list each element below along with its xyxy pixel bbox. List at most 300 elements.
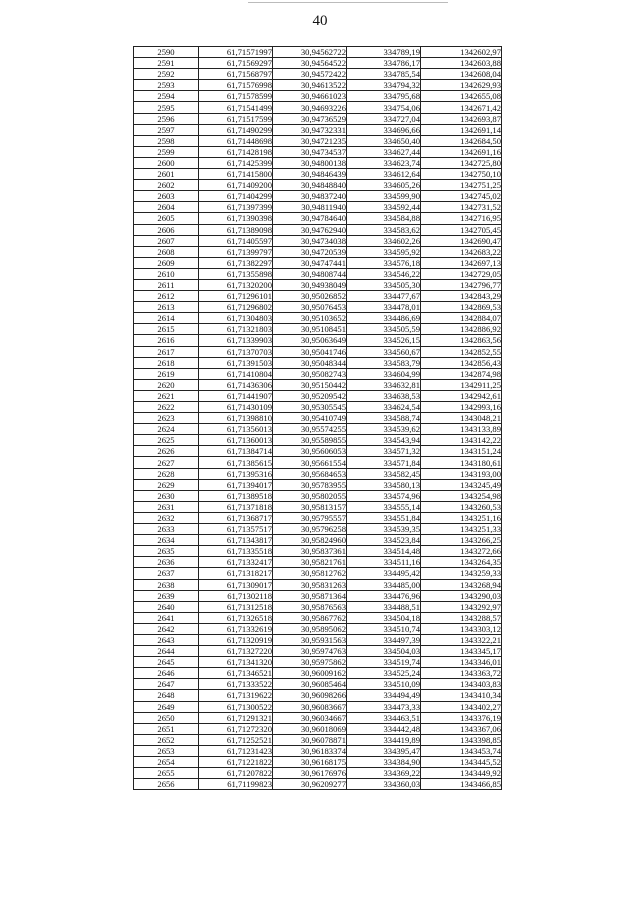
table-row: [134, 58, 502, 69]
y-coordinate-cell: 1343346,01: [421, 657, 502, 668]
latitude-cell: 61,71410804: [199, 368, 273, 379]
table-row: [134, 113, 502, 124]
y-coordinate-cell: 1342697,13: [421, 257, 502, 268]
header-rule: [248, 2, 448, 3]
longitude-cell: 30,95209542: [273, 390, 347, 401]
longitude-cell: 30,94736529: [273, 113, 347, 124]
longitude-cell: 30,95108451: [273, 324, 347, 335]
x-coordinate-cell: 334604,99: [347, 368, 421, 379]
x-coordinate-cell: 334560,67: [347, 346, 421, 357]
x-coordinate-cell: 334505,59: [347, 324, 421, 335]
x-coordinate-cell: 334612,64: [347, 169, 421, 180]
y-coordinate-cell: 1343251,33: [421, 524, 502, 535]
longitude-cell: 30,94762940: [273, 224, 347, 235]
latitude-cell: 61,71335518: [199, 546, 273, 557]
table-row: [134, 501, 502, 512]
y-coordinate-cell: 1343268,94: [421, 579, 502, 590]
point-number-cell: 2636: [134, 557, 199, 568]
table-row: [134, 701, 502, 712]
latitude-cell: 61,71360013: [199, 435, 273, 446]
y-coordinate-cell: 1343245,49: [421, 479, 502, 490]
table-row: [134, 47, 502, 58]
latitude-cell: 61,71428198: [199, 146, 273, 157]
y-coordinate-cell: 1343466,85: [421, 779, 502, 790]
longitude-cell: 30,94720539: [273, 246, 347, 257]
latitude-cell: 61,71395316: [199, 468, 273, 479]
y-coordinate-cell: 1343322,21: [421, 634, 502, 645]
longitude-cell: 30,95895062: [273, 623, 347, 634]
latitude-cell: 61,71370703: [199, 346, 273, 357]
point-number-cell: 2596: [134, 113, 199, 124]
point-number-cell: 2625: [134, 435, 199, 446]
table-row: [134, 257, 502, 268]
x-coordinate-cell: 334514,48: [347, 546, 421, 557]
table-row: [134, 757, 502, 768]
y-coordinate-cell: 1343259,33: [421, 568, 502, 579]
point-number-cell: 2600: [134, 157, 199, 168]
table-row: [134, 279, 502, 290]
point-number-cell: 2622: [134, 402, 199, 413]
y-coordinate-cell: 1342716,95: [421, 213, 502, 224]
x-coordinate-cell: 334510,09: [347, 679, 421, 690]
latitude-cell: 61,71391503: [199, 357, 273, 368]
table-row: [134, 446, 502, 457]
longitude-cell: 30,95931563: [273, 634, 347, 645]
latitude-cell: 61,71199823: [199, 779, 273, 790]
table-row: [134, 557, 502, 568]
longitude-cell: 30,95812762: [273, 568, 347, 579]
x-coordinate-cell: 334497,39: [347, 634, 421, 645]
point-number-cell: 2616: [134, 335, 199, 346]
longitude-cell: 30,96083667: [273, 701, 347, 712]
latitude-cell: 61,71355898: [199, 268, 273, 279]
table-row: [134, 69, 502, 80]
x-coordinate-cell: 334754,06: [347, 102, 421, 113]
x-coordinate-cell: 334794,32: [347, 80, 421, 91]
y-coordinate-cell: 1343449,92: [421, 768, 502, 779]
longitude-cell: 30,95796258: [273, 524, 347, 535]
point-number-cell: 2608: [134, 246, 199, 257]
point-number-cell: 2612: [134, 291, 199, 302]
latitude-cell: 61,71576998: [199, 80, 273, 91]
point-number-cell: 2627: [134, 457, 199, 468]
x-coordinate-cell: 334494,49: [347, 690, 421, 701]
latitude-cell: 61,71436306: [199, 379, 273, 390]
x-coordinate-cell: 334727,04: [347, 113, 421, 124]
x-coordinate-cell: 334632,81: [347, 379, 421, 390]
latitude-cell: 61,71320919: [199, 634, 273, 645]
y-coordinate-cell: 1342683,22: [421, 246, 502, 257]
longitude-cell: 30,94784640: [273, 213, 347, 224]
point-number-cell: 2649: [134, 701, 199, 712]
table-row: [134, 657, 502, 668]
x-coordinate-cell: 334785,54: [347, 69, 421, 80]
latitude-cell: 61,71394017: [199, 479, 273, 490]
point-number-cell: 2646: [134, 668, 199, 679]
latitude-cell: 61,71252521: [199, 734, 273, 745]
x-coordinate-cell: 334650,40: [347, 135, 421, 146]
point-number-cell: 2634: [134, 535, 199, 546]
x-coordinate-cell: 334360,03: [347, 779, 421, 790]
longitude-cell: 30,94562722: [273, 47, 347, 58]
table-row: [134, 102, 502, 113]
latitude-cell: 61,71415800: [199, 169, 273, 180]
longitude-cell: 30,95063649: [273, 335, 347, 346]
latitude-cell: 61,71221822: [199, 757, 273, 768]
latitude-cell: 61,71304803: [199, 313, 273, 324]
point-number-cell: 2601: [134, 169, 199, 180]
point-number-cell: 2644: [134, 646, 199, 657]
table-row: [134, 169, 502, 180]
x-coordinate-cell: 334595,92: [347, 246, 421, 257]
table-row: [134, 690, 502, 701]
table-row: [134, 590, 502, 601]
point-number-cell: 2605: [134, 213, 199, 224]
y-coordinate-cell: 1342993,16: [421, 402, 502, 413]
table-row: [134, 623, 502, 634]
table-row: [134, 268, 502, 279]
point-number-cell: 2594: [134, 91, 199, 102]
longitude-cell: 30,95574255: [273, 424, 347, 435]
y-coordinate-cell: 1342852,55: [421, 346, 502, 357]
point-number-cell: 2640: [134, 601, 199, 612]
x-coordinate-cell: 334505,30: [347, 279, 421, 290]
point-number-cell: 2599: [134, 146, 199, 157]
longitude-cell: 30,96183374: [273, 745, 347, 756]
longitude-cell: 30,94734038: [273, 235, 347, 246]
latitude-cell: 61,71296101: [199, 291, 273, 302]
point-number-cell: 2602: [134, 180, 199, 191]
x-coordinate-cell: 334571,84: [347, 457, 421, 468]
y-coordinate-cell: 1342751,25: [421, 180, 502, 191]
table-row: [134, 723, 502, 734]
table-row: [134, 490, 502, 501]
x-coordinate-cell: 334583,62: [347, 224, 421, 235]
y-coordinate-cell: 1343180,61: [421, 457, 502, 468]
table-row: [134, 291, 502, 302]
table-row: [134, 601, 502, 612]
point-number-cell: 2615: [134, 324, 199, 335]
latitude-cell: 61,71384714: [199, 446, 273, 457]
point-number-cell: 2619: [134, 368, 199, 379]
table-row: [134, 213, 502, 224]
point-number-cell: 2624: [134, 424, 199, 435]
point-number-cell: 2656: [134, 779, 199, 790]
x-coordinate-cell: 334511,16: [347, 557, 421, 568]
x-coordinate-cell: 334369,22: [347, 768, 421, 779]
y-coordinate-cell: 1343133,89: [421, 424, 502, 435]
x-coordinate-cell: 334485,00: [347, 579, 421, 590]
latitude-cell: 61,71327220: [199, 646, 273, 657]
y-coordinate-cell: 1342691,14: [421, 124, 502, 135]
point-number-cell: 2639: [134, 590, 199, 601]
point-number-cell: 2609: [134, 257, 199, 268]
table-row: [134, 357, 502, 368]
y-coordinate-cell: 1343303,12: [421, 623, 502, 634]
x-coordinate-cell: 334546,22: [347, 268, 421, 279]
x-coordinate-cell: 334419,89: [347, 734, 421, 745]
point-number-cell: 2618: [134, 357, 199, 368]
x-coordinate-cell: 334582,45: [347, 468, 421, 479]
longitude-cell: 30,94721235: [273, 135, 347, 146]
table-row: [134, 180, 502, 191]
latitude-cell: 61,71321803: [199, 324, 273, 335]
coordinates-table-body: [134, 47, 502, 790]
y-coordinate-cell: 1342690,47: [421, 235, 502, 246]
table-row: [134, 779, 502, 790]
x-coordinate-cell: 334473,33: [347, 701, 421, 712]
y-coordinate-cell: 1343402,27: [421, 701, 502, 712]
table-row: [134, 390, 502, 401]
latitude-cell: 61,71409200: [199, 180, 273, 191]
table-row: [134, 768, 502, 779]
y-coordinate-cell: 1342603,88: [421, 58, 502, 69]
point-number-cell: 2610: [134, 268, 199, 279]
table-row: [134, 612, 502, 623]
longitude-cell: 30,96098266: [273, 690, 347, 701]
point-number-cell: 2648: [134, 690, 199, 701]
y-coordinate-cell: 1343260,53: [421, 501, 502, 512]
table-row: [134, 634, 502, 645]
point-number-cell: 2614: [134, 313, 199, 324]
table-row: [134, 679, 502, 690]
latitude-cell: 61,71291321: [199, 712, 273, 723]
y-coordinate-cell: 1342863,56: [421, 335, 502, 346]
latitude-cell: 61,71390398: [199, 213, 273, 224]
x-coordinate-cell: 334525,24: [347, 668, 421, 679]
table-row: [134, 745, 502, 756]
y-coordinate-cell: 1343151,24: [421, 446, 502, 457]
x-coordinate-cell: 334495,42: [347, 568, 421, 579]
y-coordinate-cell: 1342608,04: [421, 69, 502, 80]
point-number-cell: 2604: [134, 202, 199, 213]
y-coordinate-cell: 1342684,50: [421, 135, 502, 146]
y-coordinate-cell: 1342750,10: [421, 169, 502, 180]
latitude-cell: 61,71397399: [199, 202, 273, 213]
x-coordinate-cell: 334551,84: [347, 512, 421, 523]
table-row: [134, 524, 502, 535]
point-number-cell: 2611: [134, 279, 199, 290]
latitude-cell: 61,71332619: [199, 623, 273, 634]
point-number-cell: 2620: [134, 379, 199, 390]
latitude-cell: 61,71332417: [199, 557, 273, 568]
longitude-cell: 30,95831263: [273, 579, 347, 590]
y-coordinate-cell: 1343193,00: [421, 468, 502, 479]
x-coordinate-cell: 334786,17: [347, 58, 421, 69]
latitude-cell: 61,71357517: [199, 524, 273, 535]
point-number-cell: 2621: [134, 390, 199, 401]
y-coordinate-cell: 1343292,97: [421, 601, 502, 612]
table-row: [134, 379, 502, 390]
latitude-cell: 61,71382297: [199, 257, 273, 268]
point-number-cell: 2638: [134, 579, 199, 590]
table-row: [134, 668, 502, 679]
point-number-cell: 2626: [134, 446, 199, 457]
table-row: [134, 246, 502, 257]
x-coordinate-cell: 334523,84: [347, 535, 421, 546]
x-coordinate-cell: 334395,47: [347, 745, 421, 756]
x-coordinate-cell: 334789,19: [347, 47, 421, 58]
x-coordinate-cell: 334602,26: [347, 235, 421, 246]
y-coordinate-cell: 1342796,77: [421, 279, 502, 290]
latitude-cell: 61,71296802: [199, 302, 273, 313]
longitude-cell: 30,95795557: [273, 512, 347, 523]
point-number-cell: 2641: [134, 612, 199, 623]
y-coordinate-cell: 1343410,34: [421, 690, 502, 701]
longitude-cell: 30,94808744: [273, 268, 347, 279]
longitude-cell: 30,95876563: [273, 601, 347, 612]
longitude-cell: 30,94693226: [273, 102, 347, 113]
table-row: [134, 479, 502, 490]
longitude-cell: 30,95076453: [273, 302, 347, 313]
x-coordinate-cell: 334555,14: [347, 501, 421, 512]
latitude-cell: 61,71405597: [199, 235, 273, 246]
table-row: [134, 202, 502, 213]
x-coordinate-cell: 334519,74: [347, 657, 421, 668]
y-coordinate-cell: 1342729,05: [421, 268, 502, 279]
longitude-cell: 30,95824960: [273, 535, 347, 546]
longitude-cell: 30,95975862: [273, 657, 347, 668]
latitude-cell: 61,71385615: [199, 457, 273, 468]
table-row: [134, 157, 502, 168]
longitude-cell: 30,96085464: [273, 679, 347, 690]
point-number-cell: 2645: [134, 657, 199, 668]
y-coordinate-cell: 1343142,22: [421, 435, 502, 446]
latitude-cell: 61,71399797: [199, 246, 273, 257]
table-row: [134, 191, 502, 202]
longitude-cell: 30,95589855: [273, 435, 347, 446]
longitude-cell: 30,95103652: [273, 313, 347, 324]
table-row: [134, 512, 502, 523]
x-coordinate-cell: 334476,96: [347, 590, 421, 601]
point-number-cell: 2607: [134, 235, 199, 246]
point-number-cell: 2623: [134, 413, 199, 424]
y-coordinate-cell: 1343376,19: [421, 712, 502, 723]
latitude-cell: 61,71333522: [199, 679, 273, 690]
latitude-cell: 61,71389518: [199, 490, 273, 501]
table-row: [134, 124, 502, 135]
point-number-cell: 2651: [134, 723, 199, 734]
y-coordinate-cell: 1342731,52: [421, 202, 502, 213]
y-coordinate-cell: 1342671,42: [421, 102, 502, 113]
latitude-cell: 61,71272320: [199, 723, 273, 734]
point-number-cell: 2642: [134, 623, 199, 634]
latitude-cell: 61,71356013: [199, 424, 273, 435]
table-row: [134, 335, 502, 346]
latitude-cell: 61,71312518: [199, 601, 273, 612]
longitude-cell: 30,95410749: [273, 413, 347, 424]
x-coordinate-cell: 334504,03: [347, 646, 421, 657]
longitude-cell: 30,96034667: [273, 712, 347, 723]
longitude-cell: 30,95026852: [273, 291, 347, 302]
latitude-cell: 61,71302118: [199, 590, 273, 601]
y-coordinate-cell: 1343345,17: [421, 646, 502, 657]
x-coordinate-cell: 334574,96: [347, 490, 421, 501]
table-row: [134, 302, 502, 313]
longitude-cell: 30,94572422: [273, 69, 347, 80]
latitude-cell: 61,71309017: [199, 579, 273, 590]
longitude-cell: 30,94811940: [273, 202, 347, 213]
y-coordinate-cell: 1342629,93: [421, 80, 502, 91]
latitude-cell: 61,71231423: [199, 745, 273, 756]
point-number-cell: 2632: [134, 512, 199, 523]
x-coordinate-cell: 334627,44: [347, 146, 421, 157]
longitude-cell: 30,95606053: [273, 446, 347, 457]
latitude-cell: 61,71339903: [199, 335, 273, 346]
table-row: [134, 146, 502, 157]
latitude-cell: 61,71568797: [199, 69, 273, 80]
latitude-cell: 61,71441907: [199, 390, 273, 401]
latitude-cell: 61,71404299: [199, 191, 273, 202]
y-coordinate-cell: 1343264,35: [421, 557, 502, 568]
longitude-cell: 30,94613522: [273, 80, 347, 91]
y-coordinate-cell: 1342693,87: [421, 113, 502, 124]
table-row: [134, 224, 502, 235]
x-coordinate-cell: 334478,01: [347, 302, 421, 313]
table-row: [134, 413, 502, 424]
y-coordinate-cell: 1342856,43: [421, 357, 502, 368]
point-number-cell: 2633: [134, 524, 199, 535]
table-row: [134, 80, 502, 91]
y-coordinate-cell: 1342886,92: [421, 324, 502, 335]
latitude-cell: 61,71430109: [199, 402, 273, 413]
y-coordinate-cell: 1343445,52: [421, 757, 502, 768]
latitude-cell: 61,71448698: [199, 135, 273, 146]
latitude-cell: 61,71326518: [199, 612, 273, 623]
x-coordinate-cell: 334463,51: [347, 712, 421, 723]
y-coordinate-cell: 1342745,02: [421, 191, 502, 202]
latitude-cell: 61,71346521: [199, 668, 273, 679]
x-coordinate-cell: 334624,54: [347, 402, 421, 413]
y-coordinate-cell: 1342655,08: [421, 91, 502, 102]
point-number-cell: 2606: [134, 224, 199, 235]
longitude-cell: 30,96078871: [273, 734, 347, 745]
y-coordinate-cell: 1342942,61: [421, 390, 502, 401]
x-coordinate-cell: 334583,79: [347, 357, 421, 368]
x-coordinate-cell: 334592,44: [347, 202, 421, 213]
latitude-cell: 61,71368717: [199, 512, 273, 523]
longitude-cell: 30,96209277: [273, 779, 347, 790]
longitude-cell: 30,95048344: [273, 357, 347, 368]
longitude-cell: 30,95150442: [273, 379, 347, 390]
x-coordinate-cell: 334504,18: [347, 612, 421, 623]
longitude-cell: 30,95837361: [273, 546, 347, 557]
point-number-cell: 2629: [134, 479, 199, 490]
point-number-cell: 2603: [134, 191, 199, 202]
latitude-cell: 61,71571997: [199, 47, 273, 58]
x-coordinate-cell: 334584,88: [347, 213, 421, 224]
point-number-cell: 2597: [134, 124, 199, 135]
x-coordinate-cell: 334795,68: [347, 91, 421, 102]
point-number-cell: 2654: [134, 757, 199, 768]
point-number-cell: 2637: [134, 568, 199, 579]
point-number-cell: 2617: [134, 346, 199, 357]
y-coordinate-cell: 1343290,03: [421, 590, 502, 601]
table-row: [134, 402, 502, 413]
y-coordinate-cell: 1342843,29: [421, 291, 502, 302]
point-number-cell: 2643: [134, 634, 199, 645]
y-coordinate-cell: 1342884,07: [421, 313, 502, 324]
y-coordinate-cell: 1342725,80: [421, 157, 502, 168]
table-row: [134, 734, 502, 745]
longitude-cell: 30,96168175: [273, 757, 347, 768]
longitude-cell: 30,94661023: [273, 91, 347, 102]
point-number-cell: 2590: [134, 47, 199, 58]
longitude-cell: 30,94938049: [273, 279, 347, 290]
longitude-cell: 30,95684653: [273, 468, 347, 479]
table-row: [134, 346, 502, 357]
y-coordinate-cell: 1343251,16: [421, 512, 502, 523]
